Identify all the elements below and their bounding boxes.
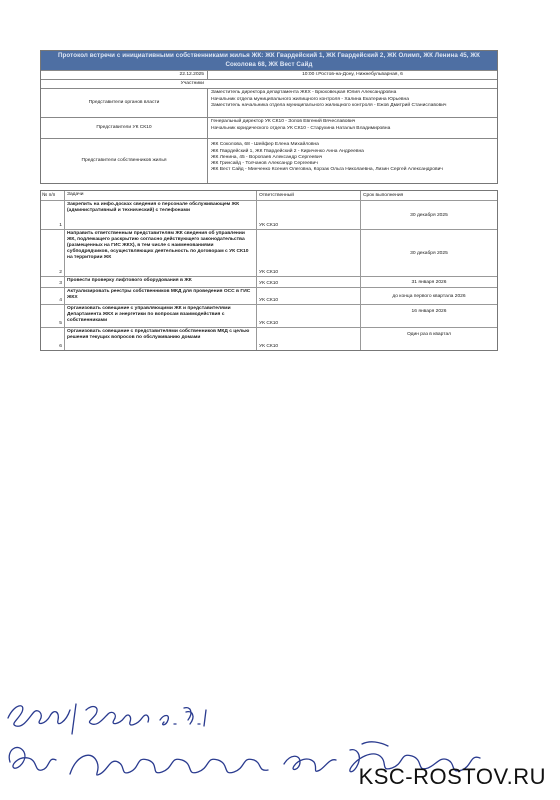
- table-row: [41, 276, 497, 287]
- group-label: Представители собственников жилья: [41, 139, 208, 183]
- col-resp-header: Ответственный: [257, 191, 361, 200]
- member-line: ЖК Ленина, 45 - Воропаев Александр Сергеевич: [211, 154, 323, 160]
- task-text: Закрепить на инфо.досках сведения о персонале обслуживающем ЖК (административный и технический) с телефонами: [65, 201, 257, 229]
- task-deadline: 31 января 2026: [411, 279, 447, 285]
- task-text: Актуализировать реестры собственников МКД для проведения ОСС в ГИС ЖКХ: [65, 288, 257, 304]
- task-text: Организовать совещание с представителями собственников МКД с целью решения текущих вопросов по обслуживанию домами: [65, 328, 257, 350]
- member-line: ЖК Гринсайд - Толчанов Александр Сергеевич: [211, 161, 318, 167]
- task-responsible: УК СК10: [257, 305, 361, 327]
- site-watermark: KSC-ROSTOV.RU: [358, 764, 546, 789]
- tasks-table-header: [41, 191, 497, 200]
- group-members: [208, 89, 497, 117]
- member-line: ЖК Вест Сайд - Минченко Ксения Олеговна, Корзак Ольга Николаевна, Лизин Сергей Александрович: [211, 167, 443, 173]
- group-label: Представители органов власти: [41, 89, 208, 117]
- group-label: Представители УК СК10: [41, 118, 208, 138]
- member-line: Заместитель директора департамента ЖКХ - Брюховецкая Юлия Александровна: [211, 90, 397, 96]
- tasks-table: [40, 190, 498, 351]
- date-row: [41, 70, 497, 79]
- member-line: Генеральный директор УК СК10 - Зопов Евгений Вячеславович: [211, 119, 356, 125]
- task-num: 2: [41, 230, 65, 276]
- col-date-header: Срок выполнения: [363, 193, 404, 198]
- group-members: [208, 118, 497, 138]
- table-row: [41, 287, 497, 304]
- member-line: Заместитель начальника отдела муниципального жилищного контроля - Ежов Дмитрий Станиславович: [211, 102, 447, 108]
- protocol-title: Протокол встречи с инициативными собственниками жилья ЖК: ЖК Гвардейский 1, ЖК Гвардейский 2, ЖК Олимп, ЖК Ленина 45, ЖК Соколова 68, ЖК Вест Сайд: [41, 51, 497, 70]
- member-line: ЖК Гвардейский 1, ЖК Гвардейский 2 - Кириченко Анна Андреевна: [211, 148, 364, 154]
- task-num: 4: [41, 288, 65, 304]
- table-row: [41, 229, 497, 276]
- group-members: [208, 139, 497, 183]
- task-responsible: УК СК10: [257, 277, 361, 287]
- col-num-header: № п/п: [41, 191, 65, 200]
- participants-row: [41, 79, 497, 88]
- task-text: Провести проверку лифтового оборудования в ЖК: [65, 277, 257, 287]
- meeting-date: 22.12.2025: [41, 71, 208, 79]
- group-owners: [41, 138, 497, 183]
- group-authorities: [41, 88, 497, 117]
- group-management-company: [41, 117, 497, 138]
- task-num: 1: [41, 201, 65, 229]
- participants-label: Участники: [180, 81, 204, 87]
- task-num: 5: [41, 305, 65, 327]
- task-text: Направить ответственным представителям ЖК сведения об управлении ЖК, подлежащего раскрытию согласно действующего законодательства (размещенных на ГИС ЖКХ), в тем числе с наименованиями субподрядчиков, осуществляющих деятельность по договорам с УК СК10 на территории ЖК: [65, 230, 257, 276]
- task-responsible: УК СК10: [257, 288, 361, 304]
- task-deadline: 30 декабря 2025: [410, 212, 448, 218]
- task-responsible: УК СК10: [257, 328, 361, 350]
- col-task-header: Задачи: [65, 191, 257, 200]
- table-row: [41, 327, 497, 350]
- task-deadline: до конца первого квартала 2026: [392, 293, 466, 299]
- task-deadline: 16 января 2026: [411, 309, 447, 314]
- member-line: Начальник отдела муниципального жилищного контроля - Халина Екатерина Юрьевна: [211, 96, 409, 102]
- meeting-time-place: 10:00 г.Ростов-на-Дону, Нижнебульварная, 6: [302, 72, 403, 77]
- task-responsible: УК СК10: [257, 201, 361, 229]
- table-row: [41, 200, 497, 229]
- task-responsible: УК СК10: [257, 230, 361, 276]
- protocol-header-table: [40, 50, 498, 184]
- member-line: ЖК Соколова, 68 - Шейфер Елена Михайловна: [211, 142, 319, 148]
- task-deadline: 30 декабря 2025: [410, 250, 448, 256]
- member-line: Начальник юридического отдела УК СК10 - Старухина Наталья Владимировна: [211, 125, 391, 131]
- task-deadline: Один раз в квартал: [406, 332, 452, 337]
- table-row: [41, 304, 497, 327]
- task-num: 6: [41, 328, 65, 350]
- signatures-area: [0, 690, 560, 800]
- task-num: 3: [41, 277, 65, 287]
- task-text: Организовать совещание с управляющими ЖК и представителями Департамента ЖКХ и энергетики по вопросам взаимодействия с собственниками: [65, 305, 257, 327]
